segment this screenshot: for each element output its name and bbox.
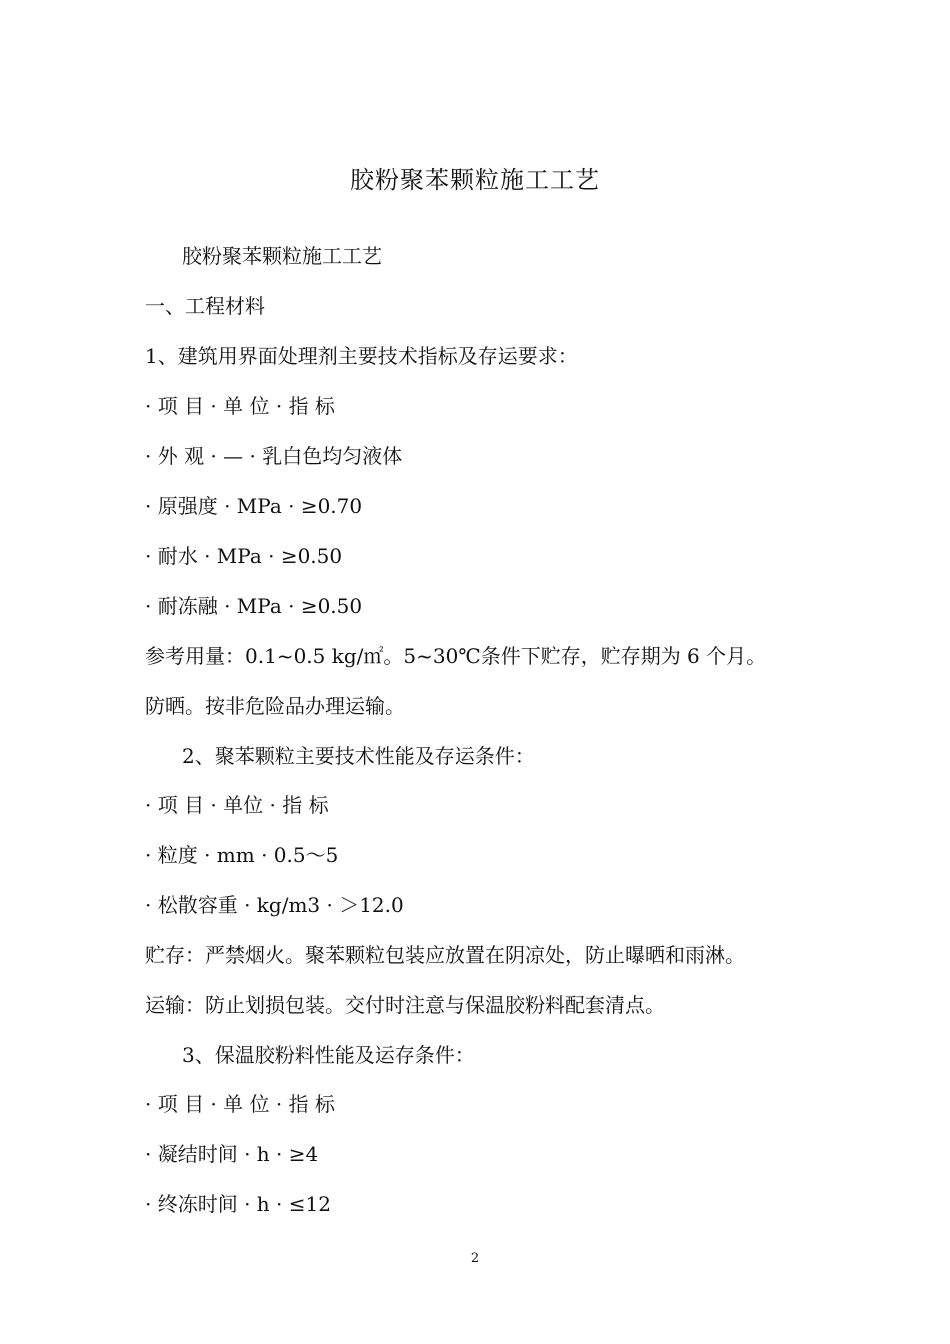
text-line-table-header: · 项 目 · 单 位 · 指 标 (145, 394, 335, 418)
text-line-paragraph: 参考用量：0.1~0.5 kg/㎡。5~30℃条件下贮存，贮存期为 6 个月。 (145, 644, 767, 668)
text-line-table-row: · 松散容重 · kg/m3 · ＞12.0 (145, 893, 404, 917)
text-line-table-row: · 外 观 · — · 乳白色均匀液体 (145, 444, 403, 468)
page-number: 2 (470, 1251, 480, 1266)
text-line-table-row: · 终冻时间 · h · ≤12 (145, 1192, 331, 1216)
text-line-paragraph: 贮存：严禁烟火。聚苯颗粒包装应放置在阴凉处，防止曝晒和雨淋。 (145, 943, 745, 967)
text-line-table-row: · 凝结时间 · h · ≥4 (145, 1142, 319, 1166)
text-line-section-heading: 一、工程材料 (145, 294, 265, 318)
text-line-item-heading: 2、聚苯颗粒主要技术性能及存运条件： (182, 744, 535, 768)
text-line-table-row: · 耐冻融 · MPa · ≥0.50 (145, 594, 363, 618)
text-line-table-row: · 耐水 · MPa · ≥0.50 (145, 544, 343, 568)
text-line-table-header: · 项 目 · 单位 · 指 标 (145, 793, 329, 817)
text-line-item-heading: 1、建筑用界面处理剂主要技术指标及存运要求： (145, 344, 578, 368)
document-title: 胶粉聚苯颗粒施工工艺 (350, 166, 600, 194)
text-line-table-row: · 原强度 · MPa · ≥0.70 (145, 494, 363, 518)
text-line-paragraph: 防晒。按非危险品办理运输。 (145, 694, 405, 718)
text-line-subtitle: 胶粉聚苯颗粒施工工艺 (182, 244, 382, 268)
text-line-table-header: · 项 目 · 单 位 · 指 标 (145, 1092, 335, 1116)
text-line-table-row: · 粒度 · mm · 0.5～5 (145, 843, 339, 867)
text-line-item-heading: 3、保温胶粉料性能及运存条件： (182, 1043, 475, 1067)
text-line-paragraph: 运输：防止划损包装。交付时注意与保温胶粉料配套清点。 (145, 993, 665, 1017)
